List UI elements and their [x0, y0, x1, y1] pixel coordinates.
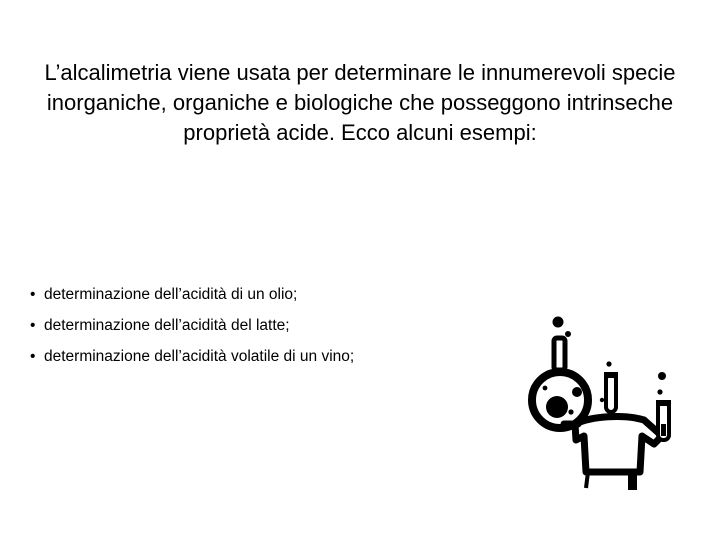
- list-item: [30, 315, 500, 337]
- bullet-marker: •: [30, 348, 36, 365]
- examples-list: [30, 284, 500, 377]
- intro-paragraph: L’alcalimetria viene usata per determinare le innumerevoli specie inorganiche, organiche e biologiche che posseggono intrinseche proprietà acide. Ecco alcuni esempi:: [44, 60, 676, 145]
- bullet-marker: •: [30, 286, 36, 303]
- list-item: [30, 346, 500, 368]
- bullet-marker: •: [30, 317, 36, 334]
- list-item-text: determinazione dell’acidità del latte;: [44, 317, 290, 334]
- list-item: [30, 284, 500, 306]
- list-item-text: determinazione dell’acidità di un olio;: [44, 286, 298, 303]
- list-item-text: determinazione dell’acidità volatile di un vino;: [44, 348, 355, 365]
- chemist-with-flasks-icon: [520, 312, 700, 492]
